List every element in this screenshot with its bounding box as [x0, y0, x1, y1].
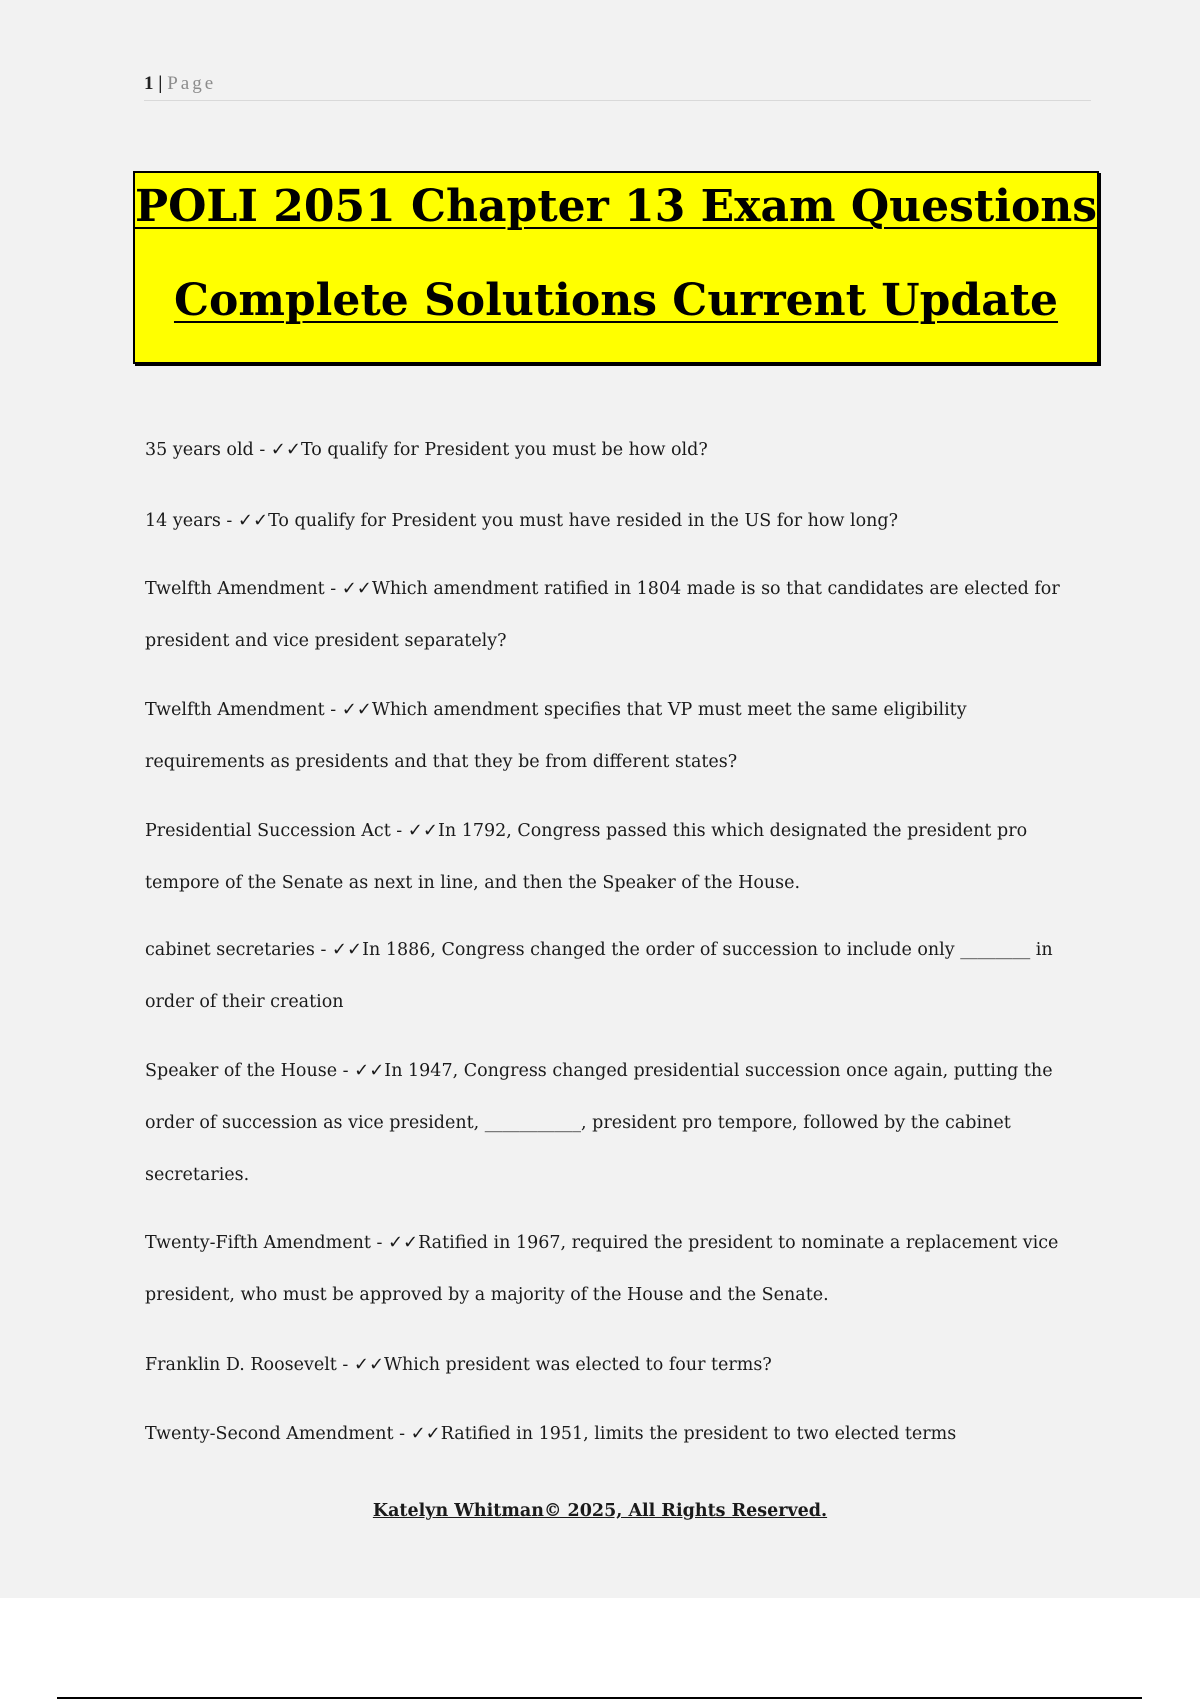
bottom-divider [57, 1697, 1142, 1699]
qa-answer: Twenty-Second Amendment - [145, 1424, 411, 1444]
qa-question: Ratified in 1967, required the president to nominate a replacement vice president, who must be approved by a majority of the House and the Senate. [145, 1233, 1059, 1305]
qa-question: In 1947, Congress changed presidential succession once again, putting the order of succession as vice president, ___________, president pro tempore, followed by the cabinet secretaries. [145, 1061, 1053, 1185]
copyright-notice: Katelyn Whitman© 2025, All Rights Reserved. [372, 1501, 828, 1521]
double-check-icon: ✓✓ [237, 510, 269, 531]
document-title-line-1: POLI 2051 Chapter 13 Exam Questions [135, 181, 1098, 232]
qa-answer: Speaker of the House - [145, 1061, 355, 1081]
page-number: 1 [144, 73, 154, 94]
double-check-icon: ✓✓ [270, 439, 301, 460]
qa-question: In 1886, Congress changed the order of succession to include only ________ in order of their creation [145, 940, 1053, 1012]
qa-answer: Twelfth Amendment - [145, 700, 342, 720]
qa-item [145, 924, 1080, 1028]
qa-answer: Twenty-Fifth Amendment - [145, 1233, 388, 1253]
page-header [144, 72, 1091, 101]
double-check-icon: ✓✓ [354, 1060, 385, 1081]
double-check-icon: ✓✓ [331, 939, 363, 960]
qa-answer: 35 years old - [145, 440, 271, 460]
title-box [133, 171, 1099, 364]
qa-answer: Twelfth Amendment - [145, 579, 342, 599]
qa-answer: Presidential Succession Act - [145, 821, 408, 841]
qa-question: In 1792, Congress passed this which designated the president pro tempore of the Senate as next in line, and then the Speaker of the House. [145, 821, 1028, 893]
qa-item [145, 1217, 1080, 1321]
double-check-icon: ✓✓ [410, 1423, 441, 1444]
qa-question: Which president was elected to four terms? [384, 1355, 772, 1375]
qa-item [145, 1339, 1080, 1391]
double-check-icon: ✓✓ [407, 820, 438, 841]
qa-question: To qualify for President you must be how old? [300, 440, 708, 460]
double-check-icon: ✓✓ [341, 699, 372, 720]
page-label: Page [167, 73, 217, 94]
qa-item [145, 495, 1080, 547]
qa-item [145, 1408, 1080, 1460]
qa-answer: 14 years - [145, 511, 238, 531]
qa-answer: Franklin D. Roosevelt - [145, 1355, 354, 1375]
qa-question: Which amendment specifies that VP must meet the same eligibility requirements as presidents and that they be from different states? [145, 700, 967, 772]
qa-item [145, 684, 1080, 788]
document-title-line-2: Complete Solutions Current Update [173, 275, 1059, 326]
qa-question: To qualify for President you must have resided in the US for how long? [268, 511, 899, 531]
qa-answer: cabinet secretaries - [145, 940, 332, 960]
qa-item [145, 1045, 1080, 1201]
qa-question: Ratified in 1951, limits the president to two elected terms [440, 1424, 957, 1444]
qa-item [145, 424, 1080, 476]
double-check-icon: ✓✓ [341, 578, 372, 599]
qa-question: Which amendment ratified in 1804 made is so that candidates are elected for president and vice president separately? [145, 579, 1060, 651]
double-check-icon: ✓✓ [387, 1232, 419, 1253]
page-separator: | [158, 73, 163, 94]
qa-item [145, 563, 1080, 667]
double-check-icon: ✓✓ [353, 1354, 385, 1375]
qa-item [145, 805, 1080, 909]
